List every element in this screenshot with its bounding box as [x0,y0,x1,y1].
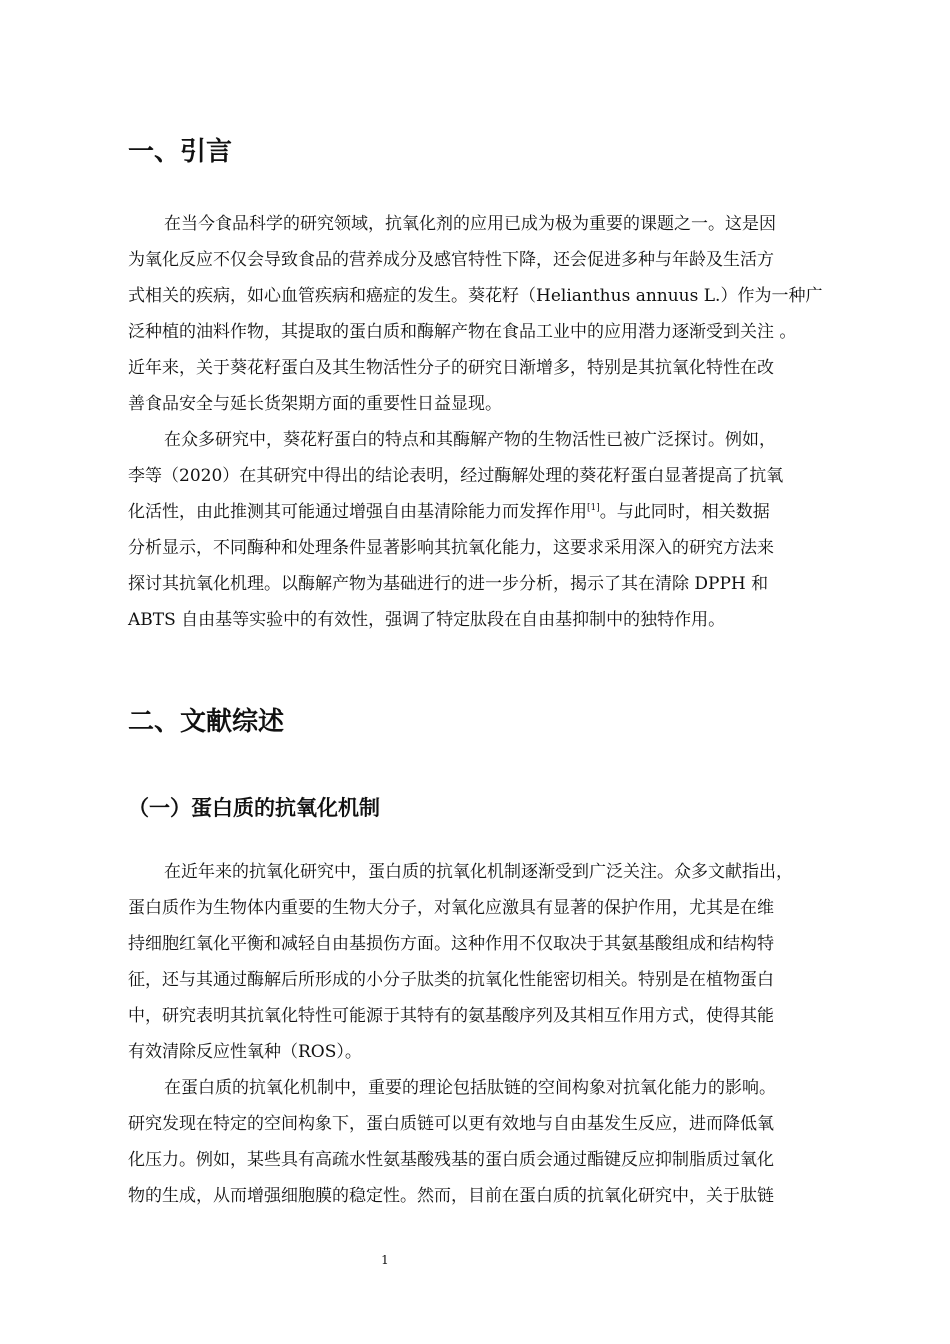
citation-mark: [1] [587,503,600,513]
paragraph-line: 近年来，关于葵花籽蛋白及其生物活性分子的研究日渐增多，特别是其抗氧化特性在改 [128,358,774,378]
paragraph-line: ABTS 自由基等实验中的有效性，强调了特定肽段在自由基抑制中的独特作用。 [128,610,726,630]
paragraph-line: 式相关的疾病，如心血管疾病和癌症的发生。葵花籽（Helianthus annuus L.）作为一种广 [128,286,823,306]
paragraph-line: 物的生成，从而增强细胞膜的稳定性。然而，目前在蛋白质的抗氧化研究中，关于肽链 [128,1186,774,1206]
paragraph-line: 善食品安全与延长货架期方面的重要性日益显现。 [128,394,502,414]
paragraph-line-with-citation [128,500,770,524]
paragraph-line: 在近年来的抗氧化研究中，蛋白质的抗氧化机制逐渐受到广泛关注。众多文献指出， [164,862,793,882]
paragraph-line: 李等（2020）在其研究中得出的结论表明，经过酶解处理的葵花籽蛋白显著提高了抗氧 [128,466,784,486]
paragraph-line: 有效清除反应性氧种（ROS）。 [128,1042,362,1062]
text-span: 化活性，由此推测其可能通过增强自由基清除能力而发挥作用 [128,502,587,522]
paragraph-line: 蛋白质作为生物体内重要的生物大分子，对氧化应激具有显著的保护作用，尤其是在维 [128,898,774,918]
paragraph-line: 化压力。例如，某些具有高疏水性氨基酸残基的蛋白质会通过酯键反应抑制脂质过氧化 [128,1150,774,1170]
paragraph-line: 在当今食品科学的研究领域，抗氧化剂的应用已成为极为重要的课题之一。这是因 [164,214,776,234]
paragraph-line: 探讨其抗氧化机理。以酶解产物为基础进行的进一步分析，揭示了其在清除 DPPH 和 [128,574,769,594]
paragraph-line: 持细胞红氧化平衡和减轻自由基损伤方面。这种作用不仅取决于其氨基酸组成和结构特 [128,934,774,954]
paragraph-line: 为氧化反应不仅会导致食品的营养成分及感官特性下降，还会促进多种与年龄及生活方 [128,250,774,270]
page-number: 1 [381,1253,389,1267]
paragraph-line: 泛种植的油料作物，其提取的蛋白质和酶解产物在食品工业中的应用潜力逐渐受到关注 。 [128,322,797,342]
paragraph-line: 研究发现在特定的空间构象下，蛋白质链可以更有效地与自由基发生反应，进而降低氧 [128,1114,774,1134]
text-span: 。与此同时，相关数据 [599,502,770,522]
paragraph-line: 在众多研究中，葵花籽蛋白的特点和其酶解产物的生物活性已被广泛探讨。例如， [164,430,776,450]
subsection-heading: （一）蛋白质的抗氧化机制 [128,796,380,820]
paragraph-line: 分析显示，不同酶种和处理条件显著影响其抗氧化能力，这要求采用深入的研究方法来 [128,538,774,558]
section-heading-introduction: 一、引言 [128,137,233,167]
section-heading-literature-review: 二、文献综述 [128,707,285,737]
paragraph-line: 中，研究表明其抗氧化特性可能源于其特有的氨基酸序列及其相互作用方式，使得其能 [128,1006,774,1026]
paragraph-line: 征，还与其通过酶解后所形成的小分子肽类的抗氧化性能密切相关。特别是在植物蛋白 [128,970,774,990]
paragraph-line: 在蛋白质的抗氧化机制中，重要的理论包括肽链的空间构象对抗氧化能力的影响。 [164,1078,776,1098]
